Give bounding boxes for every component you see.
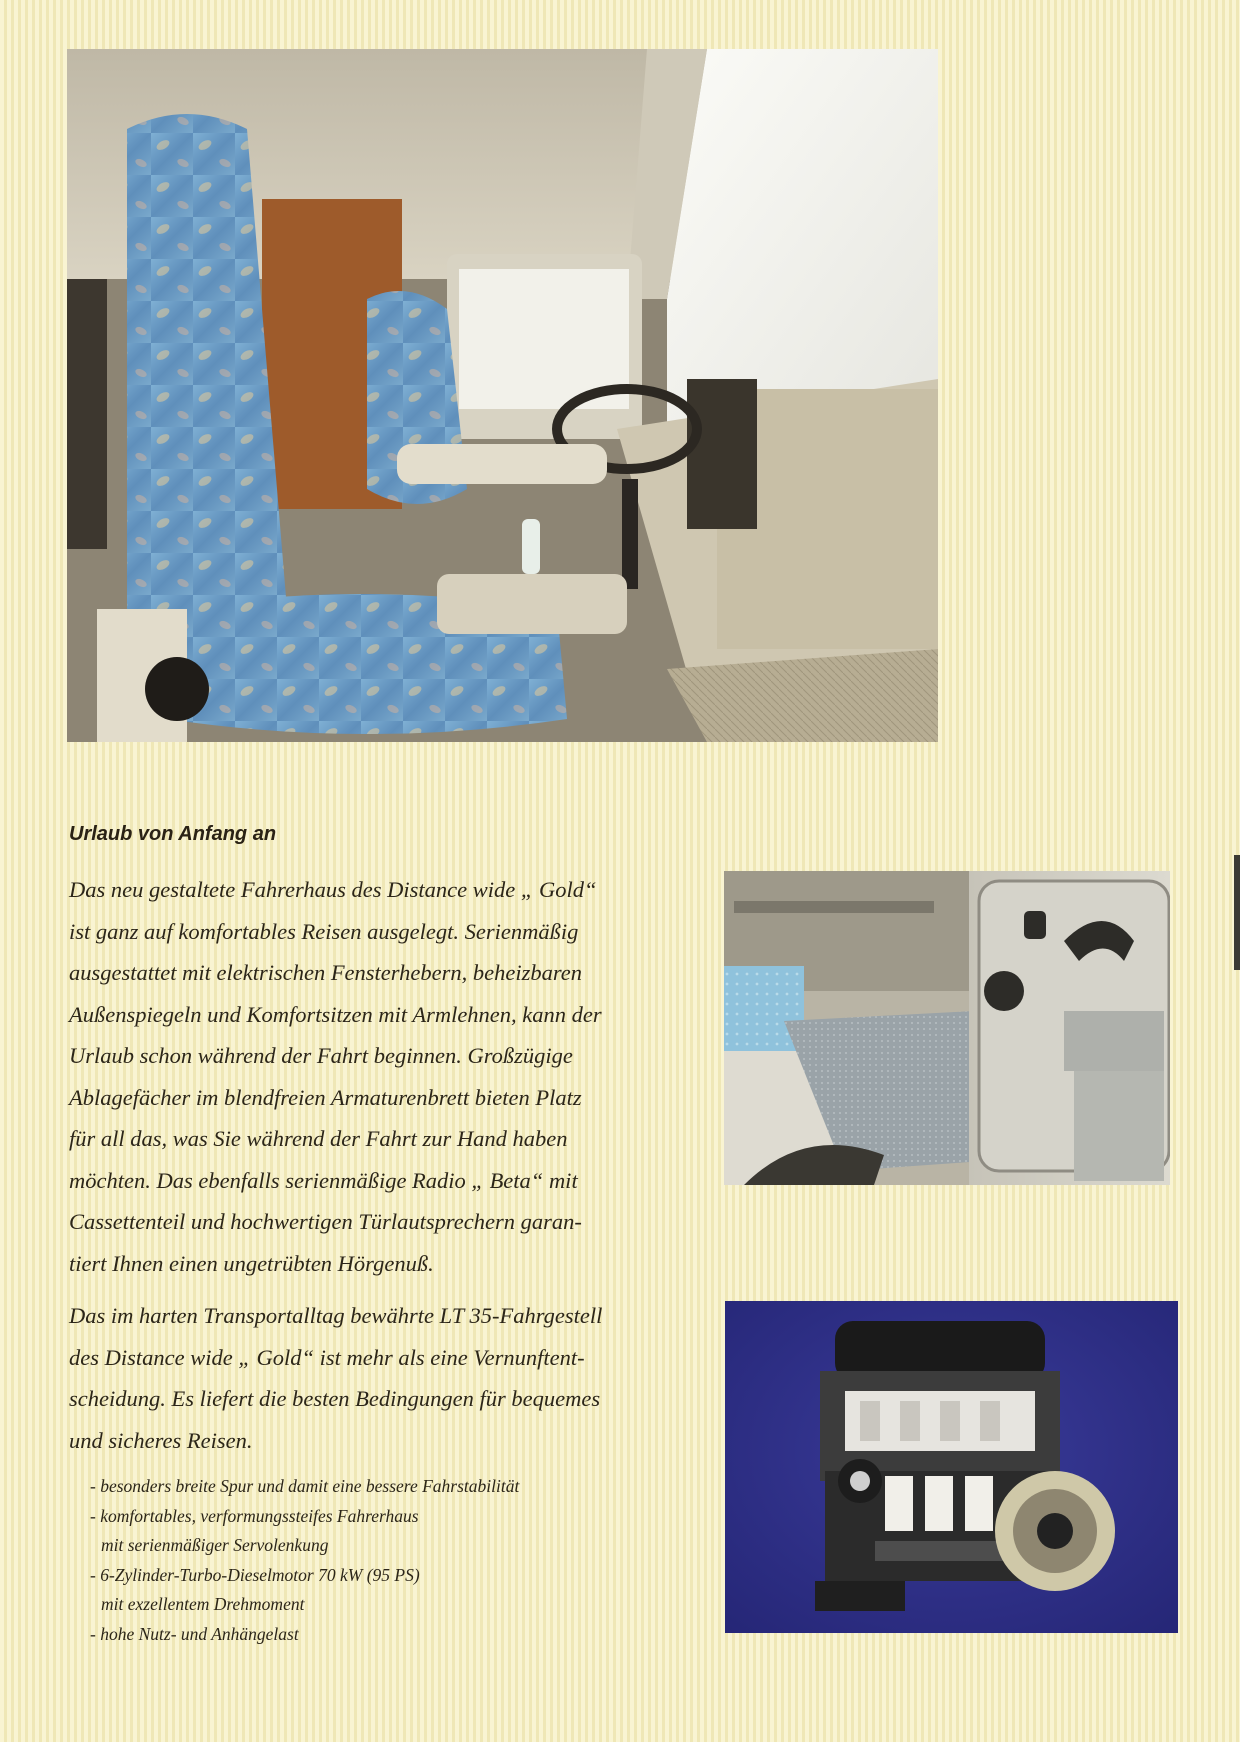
page-edge-mark — [1234, 855, 1240, 970]
text-line: scheidung. Es liefert die besten Bedingungen für bequemes — [69, 1386, 601, 1411]
door-interior-photo — [724, 871, 1170, 1185]
text-line: ausgestattet mit elektrischen Fensterhebern, beheizbaren — [69, 960, 583, 985]
list-item: mit exzellentem Drehmoment — [101, 1594, 305, 1614]
feature-list — [90, 1472, 690, 1649]
text-line: und sicheres Reisen. — [69, 1427, 253, 1453]
description-paragraph-2 — [69, 1295, 679, 1461]
text-line: Ablagefächer im blendfreien Armaturenbrett bieten Platz — [69, 1084, 582, 1110]
text-line: Urlaub schon während der Fahrt beginnen. Großzügige — [69, 1043, 573, 1068]
text-line: Das im harten Transportalltag bewährte LT 35-Fahrgestell — [69, 1303, 603, 1328]
cab-interior-photo — [67, 49, 938, 742]
list-item: - besonders breite Spur und damit eine bessere Fahrstabilität — [90, 1476, 520, 1496]
text-line: tiert Ihnen einen ungetrübten Hörgenuß. — [69, 1250, 434, 1276]
text-line: des Distance wide „ Gold“ ist mehr als eine Vernunftent- — [69, 1344, 585, 1370]
section-heading: Urlaub von Anfang an — [69, 823, 277, 845]
list-item: - hohe Nutz- und Anhängelast — [90, 1623, 299, 1644]
list-item: - 6-Zylinder-Turbo-Dieselmotor 70 kW (95 PS) — [90, 1564, 420, 1585]
list-item: - komfortables, verformungssteifes Fahrerhaus — [90, 1505, 419, 1526]
text-line: für all das, was Sie während der Fahrt zur Hand haben — [69, 1126, 568, 1151]
text-line: Außenspiegeln und Komfortsitzen mit Armlehnen, kann der — [69, 1001, 602, 1027]
text-line: Das neu gestaltete Fahrerhaus des Distance wide „ Gold“ — [69, 877, 597, 902]
text-line: möchten. Das ebenfalls serienmäßige Radio „ Beta“ mit — [69, 1167, 578, 1193]
description-paragraph-1 — [69, 869, 679, 1284]
engine-photo — [725, 1301, 1178, 1633]
text-line: Cassettenteil und hochwertigen Türlautsprechern garan- — [69, 1209, 582, 1234]
list-item: mit serienmäßiger Servolenkung — [101, 1535, 329, 1555]
text-line: ist ganz auf komfortables Reisen ausgelegt. Serienmäßig — [69, 918, 579, 944]
